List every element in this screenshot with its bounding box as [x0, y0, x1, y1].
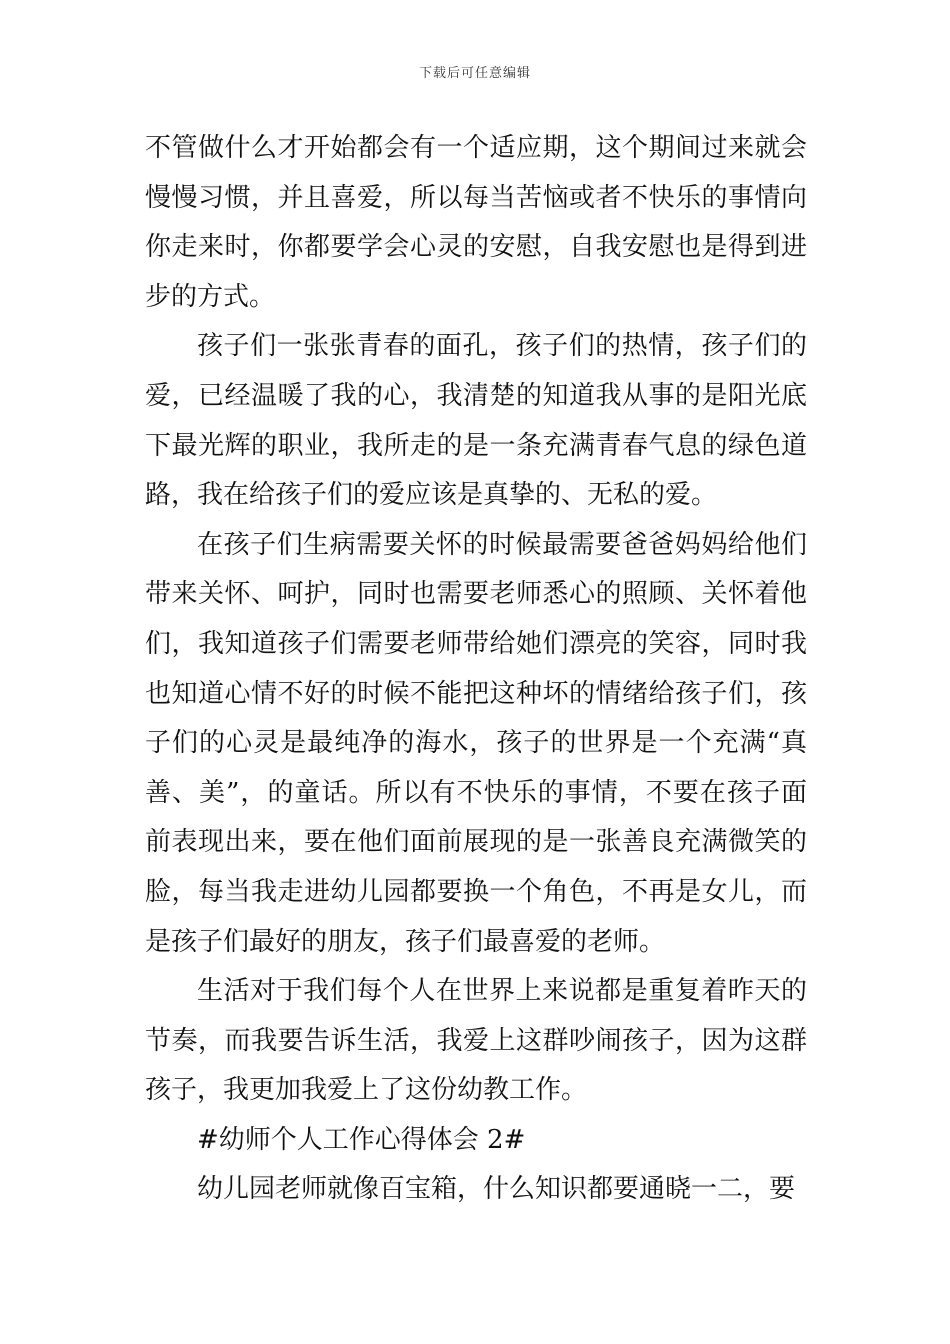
- paragraph-5: 幼儿园老师就像百宝箱，什么知识都要通晓一二，要: [197, 1174, 796, 1205]
- header-note: 下载后可任意编辑: [418, 66, 531, 81]
- document-body: [145, 124, 807, 1215]
- section-heading: #幼师个人工作心得体会 2#: [197, 1124, 526, 1155]
- paragraph-1: 不管做什么才开始都会有一个适应期，这个期间过来就会慢慢习惯，并且喜爱，所以每当苦恼或者不快乐的事情向你走来时，你都要学会心灵的安慰，自我安慰也是得到进步的方式。: [145, 133, 807, 312]
- paragraph-2: 孩子们一张张青春的面孔，孩子们的热情，孩子们的爱，已经温暖了我的心，我清楚的知道我从事的是阳光底下最光辉的职业，我所走的是一条充满青春气息的绿色道路，我在给孩子们的爱应该是真挚的、无私的爱。: [145, 331, 807, 511]
- paragraph-4: 生活对于我们每个人在世界上来说都是重复着昨天的节奏，而我要告诉生活，我爱上这群吵闹孩子，因为这群孩子，我更加我爱上了这份幼教工作。: [145, 976, 807, 1106]
- paragraph-3: 在孩子们生病需要关怀的时候最需要爸爸妈妈给他们带来关怀、呵护，同时也需要老师悉心的照顾、关怀着他们，我知道孩子们需要老师带给她们漂亮的笑容，同时我也知道心情不好的时候不能把这种坏的情绪给孩子们，孩子们的心灵是最纯净的海水，孩子的世界是一个充满“真善、美”，的童话。所以有不快乐的事情，不要在孩子面前表现出来，要在他们面前展现的是一张善良充满微笑的脸，每当我走进幼儿园都要换一个角色，不再是女儿，而是孩子们最好的朋友，孩子们最喜爱的老师。: [145, 529, 807, 957]
